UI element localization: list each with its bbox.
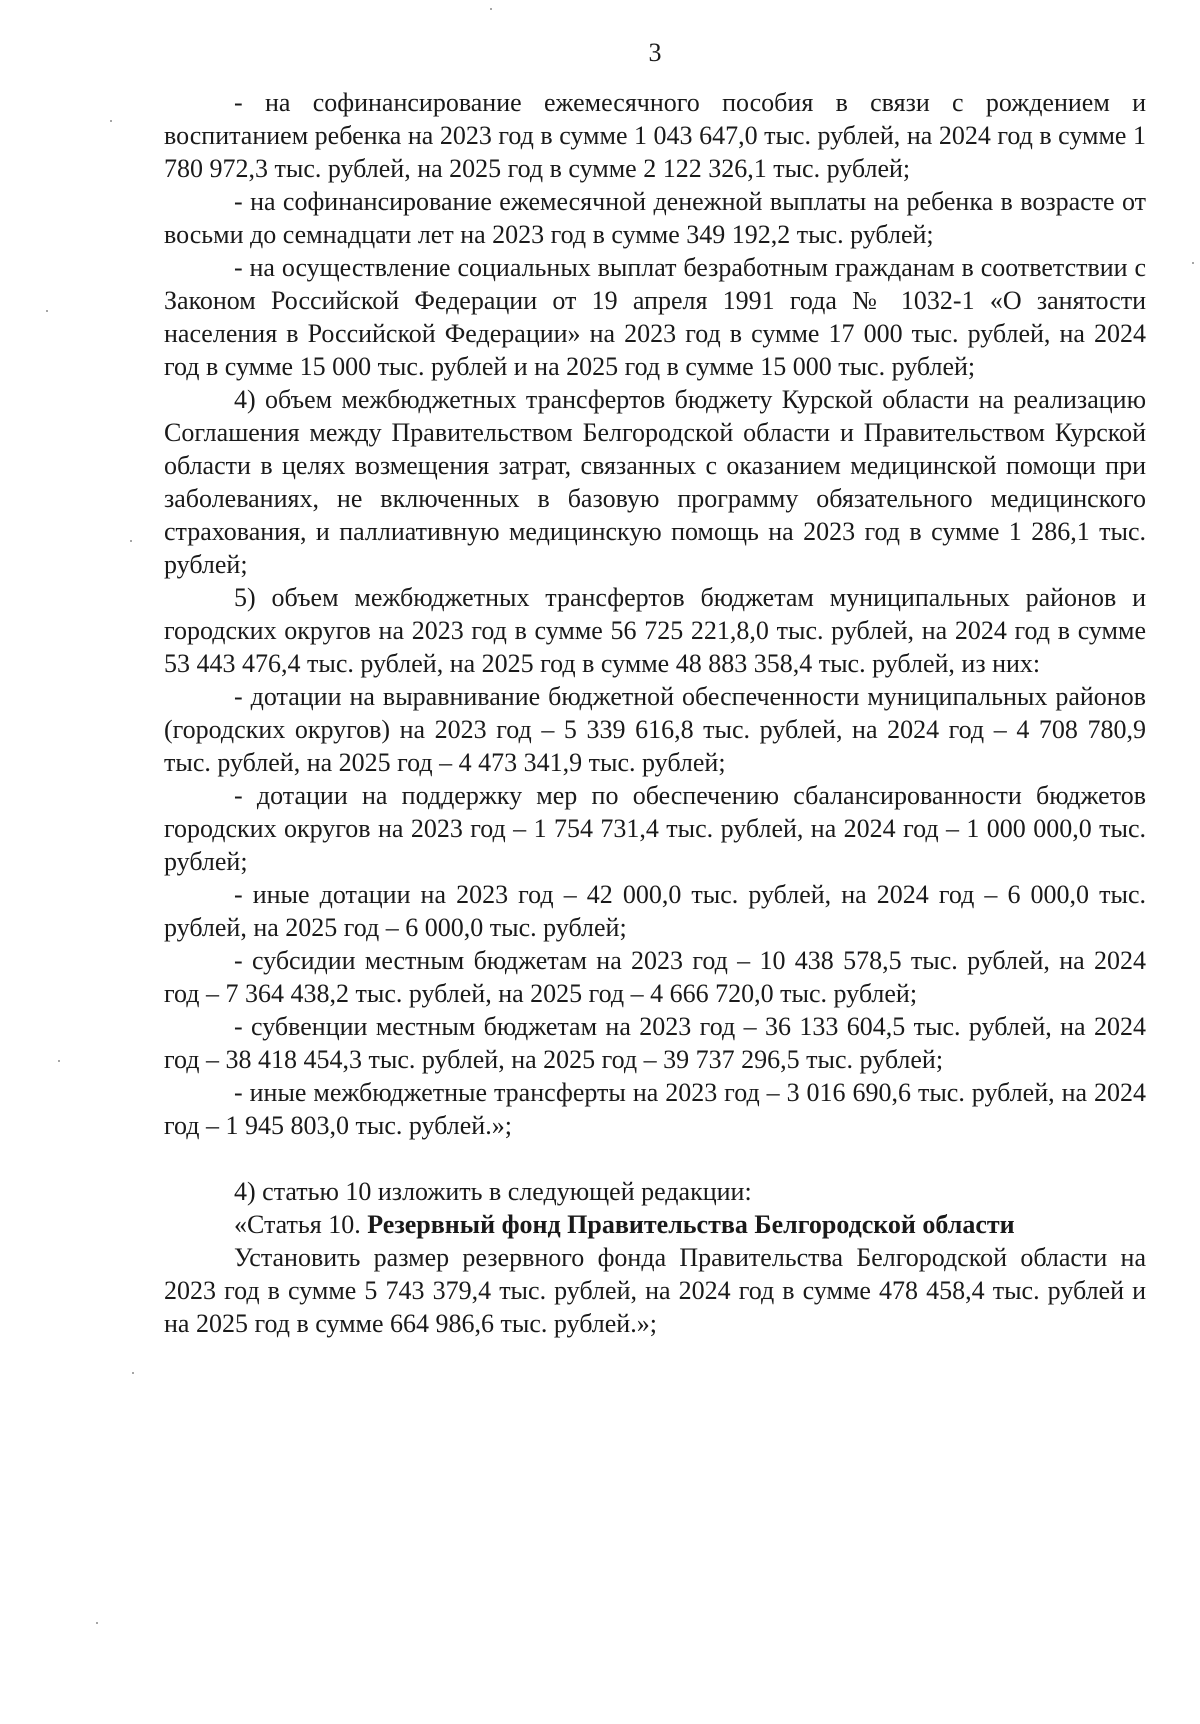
- page-number: 3: [648, 38, 662, 67]
- paragraph-other-transfers: - иные межбюджетные трансферты на 2023 год – 3 016 690,6 тыс. рублей, на 2024 год – 1 945 803,0 тыс. рублей.»;: [164, 1078, 1146, 1140]
- scan-speck: [132, 1372, 134, 1374]
- paragraph-subsidies: - субсидии местным бюджетам на 2023 год – 10 438 578,5 тыс. рублей, на 2024 год – 7 364 438,2 тыс. рублей, на 2025 год – 4 666 720,0 тыс. рублей;: [164, 946, 1146, 1008]
- paragraph-equalization-grants: - дотации на выравнивание бюджетной обеспеченности муниципальных районов (городских округов) на 2023 год – 5 339 616,8 тыс. рублей, на 2024 год – 4 708 780,9 тыс. рублей, на 2025 год – 4 473 341,9 тыс. рублей;: [164, 682, 1146, 777]
- scan-speck: [1192, 262, 1194, 264]
- scan-speck: [110, 120, 112, 122]
- paragraph-subventions: - субвенции местным бюджетам на 2023 год – 36 133 604,5 тыс. рублей, на 2024 год – 38 418 454,3 тыс. рублей, на 2025 год – 39 737 296,5 тыс. рублей;: [164, 1012, 1146, 1074]
- paragraph-unemployed-payments: - на осуществление социальных выплат безработным гражданам в соответствии с Законом Российской Федерации от 19 апреля 1991 года № 1032-1 «О занятости населения в Российской Федерации» на 2023 год в сумме 17 000 тыс. рублей, на 2024 год в сумме 15 000 тыс. рублей и на 2025 год в сумме 15 000 тыс. рублей;: [164, 253, 1146, 381]
- paragraph-benefit-birth: - на софинансирование ежемесячного пособия в связи с рождением и воспитанием ребенка на 2023 год в сумме 1 043 647,0 тыс. рублей, на 2024 год в сумме 1 780 972,3 тыс. рублей, на 2025 год в сумме 2 122 326,1 тыс. рублей;: [164, 88, 1146, 183]
- amendment-intro: 4) статью 10 изложить в следующей редакции:: [234, 1177, 752, 1206]
- scan-speck: [46, 310, 48, 312]
- scan-speck: [58, 1060, 60, 1062]
- paragraph-balance-grants: - дотации на поддержку мер по обеспечению сбалансированности бюджетов городских округов на 2023 год – 1 754 731,4 тыс. рублей, на 2024 год – 1 000 000,0 тыс. рублей;: [164, 781, 1146, 876]
- paragraph-other-grants: - иные дотации на 2023 год – 42 000,0 тыс. рублей, на 2024 год – 6 000,0 тыс. рублей, на 2025 год – 6 000,0 тыс. рублей;: [164, 880, 1146, 942]
- scan-speck: [130, 540, 132, 542]
- paragraph-child-payment: - на софинансирование ежемесячной денежной выплаты на ребенка в возрасте от восьми до семнадцати лет на 2023 год в сумме 349 192,2 тыс. рублей;: [164, 187, 1146, 249]
- paragraph-municipal-transfers: 5) объем межбюджетных трансфертов бюджетам муниципальных районов и городских округов на 2023 год в сумме 56 725 221,8,0 тыс. рублей, на 2024 год в сумме 53 443 476,4 тыс. рублей, на 2025 год в сумме 48 883 358,4 тыс. рублей, из них:: [164, 583, 1146, 678]
- article-prefix: «Статья 10.: [234, 1210, 368, 1239]
- paragraph-gap: [164, 1142, 1146, 1175]
- article-heading: [164, 1208, 1146, 1241]
- paragraph-kursk-transfers: 4) объем межбюджетных трансфертов бюджету Курской области на реализацию Соглашения между Правительством Белгородской области и Правительством Курской области в целях возмещения затрат, связанных с оказанием медицинской помощи при заболеваниях, не включенных в базовую программу обязательного медицинского страхования, и паллиативную медицинскую помощь на 2023 год в сумме 1 286,1 тыс. рублей;: [164, 385, 1146, 579]
- article-body: Установить размер резервного фонда Правительства Белгородской области на 2023 год в сумме 5 743 379,4 тыс. рублей, на 2024 год в сумме 478 458,4 тыс. рублей и на 2025 год в сумме 664 986,6 тыс. рублей.»;: [164, 1243, 1146, 1338]
- scan-speck: [96, 1622, 98, 1624]
- article-title: Резервный фонд Правительства Белгородской области: [367, 1210, 1015, 1239]
- scan-speck: [490, 8, 492, 10]
